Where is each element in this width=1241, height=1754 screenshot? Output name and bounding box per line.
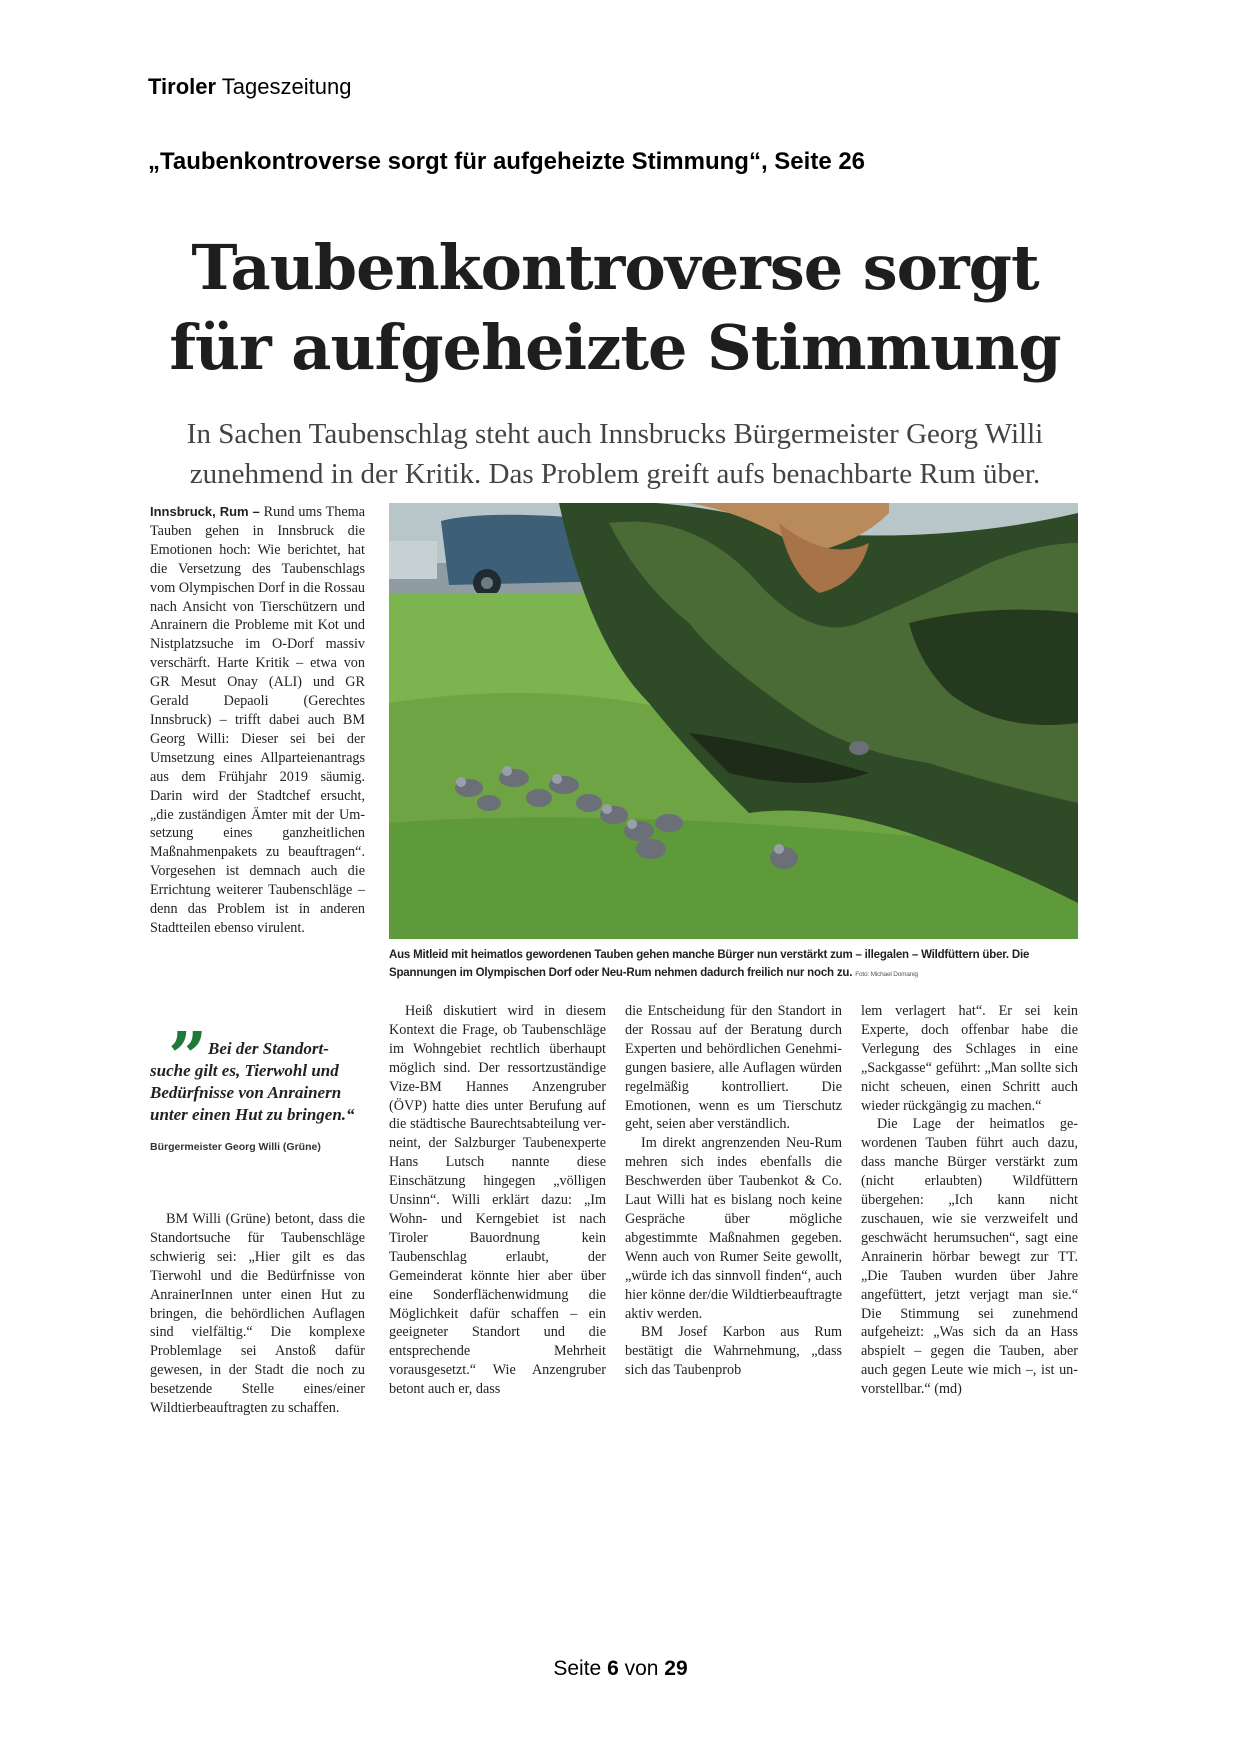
photo-caption	[389, 946, 1078, 984]
article-photo-pigeons	[389, 503, 1078, 939]
newspaper-name-rest: Tageszeitung	[216, 74, 352, 99]
article-headline	[150, 228, 1080, 388]
total-pages: 29	[664, 1657, 688, 1680]
current-page: 6	[607, 1657, 619, 1680]
column-3-paragraph-2: Im direkt angrenzenden Neu-Rum mehren sich indes ebenfalls die Beschwerden über Taubenkot & Co. Laut Willi hat es bislang noch keine Gespräche über mögliche abgestimmte Maßnahmen gegeben. Wenn auch von Rumer Seite gewollt, „würde ich das sinnvoll finden“, auch hier könne der/die Wildtierbeauftragte aktiv werden.	[625, 1135, 843, 1322]
column-1-paragraph-2: BM Willi (Grüne) betont, dass die Standortsuche für Taubenschläge schwierig sei: „Hier gilt es das Tierwohl und die Bedürfnisse von AnrainerInnen unter einen Hut zu bringen, die behördlichen Auflagen sind vielfältig.“ Die komplexe Problemlage sei Anstoß dafür gewesen, in der Stadt die noch zu besetzende Stelle eines/einer Wildtierbeauftragten zu schaffen.	[150, 1211, 365, 1417]
pull-quote	[150, 1018, 360, 1155]
headline-line-2: für aufgeheizte Stimmung	[169, 311, 1061, 384]
column-4-paragraph-2: Die Lage der heimatlos gewordenen Tauben führt auch dazu, dass manche Bürger verstärkt zum (nicht erlaubten) Wildfüttern übergehen: „Ich kann nicht zuschauen, wie sie verzweifelt und geschwächt herumsuchen“, sagt eine Anrainerin hörbar bewegt zur TT. „Die Tauben wurden über Jahre angefüttert, jetzt verjagt man sie.“ Die Stimmung sei zunehmend aufgeheizt: „Was sich da an Hass abspielt – gegen die Tauben, aber auch gegen Leute wie mich –, ist unvorstellbar.“ (md)	[861, 1116, 1078, 1398]
column-1-paragraph-1-text: Rund ums Thema Tauben gehen in Innsbruck die Emotionen hoch: Wie berichtet, hat die Versetzung des Taubenschlags vom Olympischen Dorf in die Rossau nach Ansicht von Tierschützern und Anrainern die Probleme mit Kot und Nistplatzsuche im O-Dorf massiv verschärft. Harte Kritik – etwa von GR Mesut Onay (ALI) und GR Gerald Depaoli (Gerechtes Innsbruck) – trifft dabei auch BM Georg Willi: Dieser sei bei der Umsetzung eines Allparteienantrags aus dem Frühjahr 2019 säumig. Darin wird der Stadtchef ersucht, „die zuständigen Ämter mit der Umsetzung eines ganzheitlichen Maßnahmenpakets zu beauftragen“. Vorgesehen ist demnach auch die Errichtung weiterer Taubenschläge – denn das Problem ist in anderen Stadtteilen ebenso virulent.	[150, 504, 365, 936]
column-3-paragraph-1: die Entscheidung für den Standort in der Rossau auf der Beratung durch Experten und behördlichen Genehmigungen basiere, alle Auflagen würden regelmäßig kontrolliert. Die Emotionen, wenn es um Tierschutz geht, seien aber verständlich.	[625, 1003, 842, 1133]
pull-quote-text: Bei der Standortsuche gilt es, Tierwohl und Bedürfnisse von Anrainern unter einen Hut zu bringen.“	[150, 1039, 355, 1124]
column-2-paragraph: Heiß diskutiert wird in diesem Kontext die Frage, ob Taubenschläge im Wohngebiet rechtlich überhaupt möglich sind. Der ressortzuständige Vize-BM Hannes Anzengruber (ÖVP) hatte dies unter Berufung auf die städtische Baurechtsabteilung verneint, der Salzburger Taubenexperte Hans Lutsch nannte diese Einschätzung hingegen „völligen Unsinn“. Willi erklärt dazu: „Im Wohn- und Kerngebiet ist nach Tiroler Bauordnung kein Taubenschlag erlaubt, der Gemeinderat könnte hier aber über eine Sonderflächenwidmung die Möglichkeit dafür schaffen – ein geeigneter Standort und die entsprechende Mehrheit vorausgesetzt.“ Wie Anzengruber betont auch er, dass	[389, 1003, 606, 1398]
headline-line-1: Taubenkontroverse sorgt	[191, 231, 1039, 304]
column-1-paragraph-1	[150, 503, 365, 938]
page-number	[0, 1657, 1241, 1681]
article-subheadline	[150, 414, 1080, 494]
newspaper-name	[148, 74, 351, 100]
newspaper-clipping	[150, 228, 1080, 1463]
newspaper-name-bold: Tiroler	[148, 74, 217, 99]
article-column-1-bottom	[150, 1210, 365, 1418]
article-column-1-top	[150, 503, 365, 938]
article-column-2	[389, 1002, 606, 1399]
photo-caption-text: Aus Mitleid mit heimatlos gewordenen Tauben gehen manche Bürger nun verstärkt zum – illegalen – Wildfüttern über. Die Spannungen im Olympischen Dorf oder Neu-Rum nehmen dadurch freilich nur noch zu.	[389, 949, 1030, 979]
article-column-3	[625, 1002, 842, 1380]
pull-quote-attribution: Bürgermeister Georg Willi (Grüne)	[150, 1141, 321, 1153]
photo-credit: Foto: Michael Domanig	[855, 971, 918, 978]
page-middle: von	[618, 1657, 665, 1680]
column-4-paragraph-1: lem verlagert hat“. Er sei kein Experte, doch offenbar habe die Verlegung des Schlages in eine „Sackgasse“ geführt: „Man sollte sich nicht scheuen, einen Schritt auch wieder rückgängig zu machen.“	[861, 1003, 1078, 1114]
dateline: Innsbruck, Rum –	[150, 504, 260, 519]
subhead-line-2: zunehmend in der Kritik. Das Problem greift aufs benachbarte Rum über.	[189, 458, 1041, 490]
document-title: „Taubenkontroverse sorgt für aufgeheizte Stimmung“, Seite 26	[148, 148, 866, 175]
column-3-paragraph-3: BM Josef Karbon aus Rum bestätigt die Wahrnehmung, „dass sich das Taubenprob	[625, 1324, 842, 1379]
article-column-4	[861, 1002, 1078, 1399]
quote-mark-icon: ”	[168, 1018, 208, 1098]
page-prefix: Seite	[553, 1657, 608, 1680]
subhead-line-1: In Sachen Taubenschlag steht auch Innsbrucks Bürgermeister Georg Willi	[186, 418, 1044, 450]
